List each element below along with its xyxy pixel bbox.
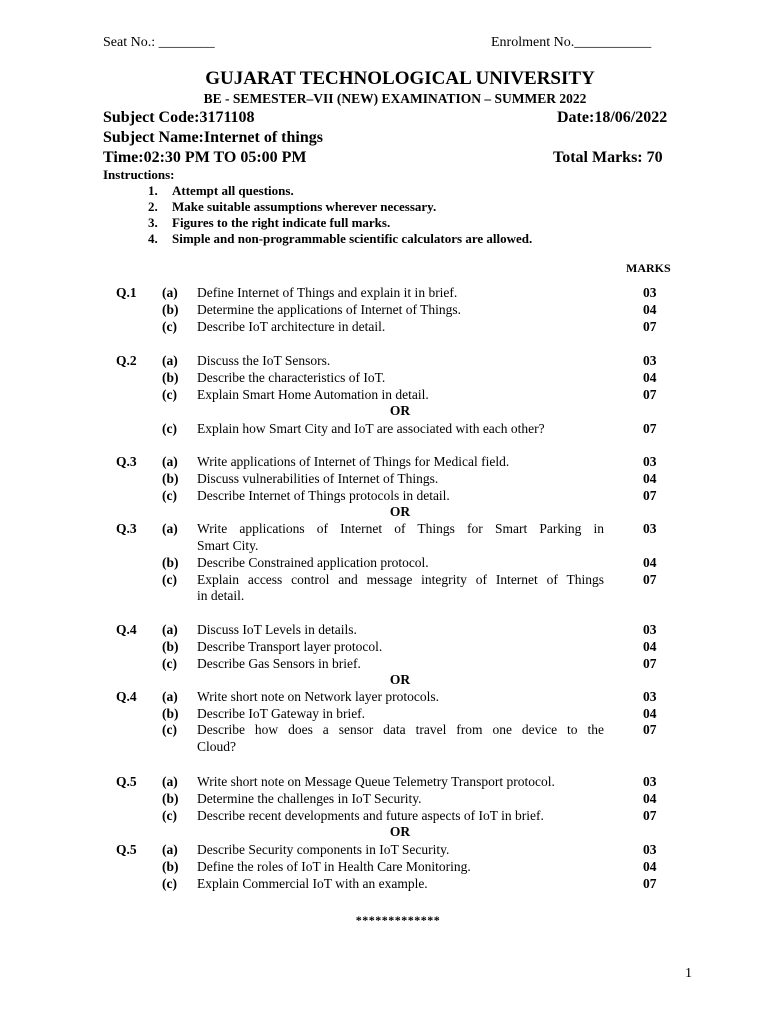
question-marks: 07 bbox=[643, 319, 657, 334]
question-text: Write short note on Message Queue Telemetry Transport protocol. bbox=[197, 774, 555, 789]
question-marks: 03 bbox=[643, 285, 657, 300]
question-text: Define Internet of Things and explain it in brief. bbox=[197, 285, 458, 300]
question-number: Q.4 bbox=[116, 689, 137, 704]
sub-question-label: (b) bbox=[162, 639, 179, 654]
question-text: Describe Security components in IoT Security. bbox=[197, 842, 450, 857]
instruction-number: 1. bbox=[148, 183, 158, 198]
question-marks: 04 bbox=[643, 639, 657, 654]
question-text: Describe Transport layer protocol. bbox=[197, 639, 383, 654]
question-text-continued: Smart City. bbox=[197, 538, 259, 553]
question-marks: 03 bbox=[643, 353, 657, 368]
question-marks: 03 bbox=[643, 842, 657, 857]
total-marks: Total Marks: 70 bbox=[553, 149, 663, 166]
or-separator: OR bbox=[389, 672, 411, 687]
instruction-text: Figures to the right indicate full marks. bbox=[172, 215, 391, 230]
question-marks: 04 bbox=[643, 471, 657, 486]
or-separator: OR bbox=[389, 824, 411, 839]
question-number: Q.1 bbox=[116, 285, 137, 300]
question-marks: 07 bbox=[643, 808, 657, 823]
subject-code: Subject Code:3171108 bbox=[103, 109, 255, 126]
sub-question-label: (a) bbox=[162, 521, 178, 536]
question-number: Q.4 bbox=[116, 622, 137, 637]
question-marks: 04 bbox=[643, 370, 657, 385]
question-row bbox=[0, 370, 768, 387]
question-row bbox=[0, 639, 768, 656]
question-marks: 04 bbox=[643, 555, 657, 570]
question-row bbox=[0, 791, 768, 808]
sub-question-label: (a) bbox=[162, 842, 178, 857]
sub-question-label: (b) bbox=[162, 302, 179, 317]
question-text: Describe Gas Sensors in brief. bbox=[197, 656, 361, 671]
question-row bbox=[0, 689, 768, 706]
question-row bbox=[0, 842, 768, 859]
question-marks: 03 bbox=[643, 689, 657, 704]
question-text: Write applications of Internet of Things for Smart Parking in bbox=[197, 521, 604, 536]
question-text: Explain access control and message integrity of Internet of Things bbox=[197, 572, 604, 587]
enrolment-number: Enrolment No.___________ bbox=[491, 35, 652, 50]
question-row bbox=[0, 285, 768, 302]
question-marks: 04 bbox=[643, 859, 657, 874]
question-marks: 07 bbox=[643, 488, 657, 503]
or-separator: OR bbox=[389, 504, 411, 519]
question-number: Q.2 bbox=[116, 353, 137, 368]
question-text-continued: Cloud? bbox=[197, 739, 236, 754]
question-text: Describe the characteristics of IoT. bbox=[197, 370, 386, 385]
question-number: Q.3 bbox=[116, 454, 137, 469]
question-row bbox=[0, 471, 768, 488]
question-text: Explain Smart Home Automation in detail. bbox=[197, 387, 429, 402]
sub-question-label: (b) bbox=[162, 555, 179, 570]
exam-date: Date:18/06/2022 bbox=[557, 109, 668, 126]
question-text: Describe Internet of Things protocols in detail. bbox=[197, 488, 450, 503]
question-text-continued: in detail. bbox=[197, 588, 245, 603]
question-marks: 04 bbox=[643, 302, 657, 317]
question-row bbox=[0, 859, 768, 876]
marks-heading: MARKS bbox=[626, 261, 671, 275]
question-text: Define the roles of IoT in Health Care Monitoring. bbox=[197, 859, 471, 874]
sub-question-label: (c) bbox=[162, 876, 177, 891]
question-text: Describe IoT Gateway in brief. bbox=[197, 706, 366, 721]
exam-time: Time:02:30 PM TO 05:00 PM bbox=[103, 149, 307, 166]
exam-title: BE - SEMESTER–VII (NEW) EXAMINATION – SUMMER 2022 bbox=[203, 91, 587, 106]
question-row bbox=[0, 302, 768, 319]
question-text: Describe how does a sensor data travel from one device to the bbox=[197, 722, 604, 737]
question-marks: 07 bbox=[643, 387, 657, 402]
end-of-paper-marker: ************* bbox=[355, 913, 441, 927]
sub-question-label: (a) bbox=[162, 689, 178, 704]
sub-question-label: (c) bbox=[162, 572, 177, 587]
question-row bbox=[0, 622, 768, 639]
sub-question-label: (a) bbox=[162, 285, 178, 300]
question-number: Q.5 bbox=[116, 842, 137, 857]
question-text: Discuss IoT Levels in details. bbox=[197, 622, 357, 637]
sub-question-label: (c) bbox=[162, 656, 177, 671]
question-row bbox=[0, 722, 768, 739]
sub-question-label: (c) bbox=[162, 488, 177, 503]
question-marks: 03 bbox=[643, 521, 657, 536]
question-text: Determine the applications of Internet of Things. bbox=[197, 302, 462, 317]
question-text: Describe Constrained application protocol. bbox=[197, 555, 429, 570]
question-row bbox=[0, 353, 768, 370]
question-row bbox=[0, 706, 768, 723]
seat-number: Seat No.: ________ bbox=[103, 35, 215, 50]
instruction-item bbox=[148, 183, 294, 199]
question-marks: 07 bbox=[643, 572, 657, 587]
question-number: Q.3 bbox=[116, 521, 137, 536]
instructions-title: Instructions: bbox=[103, 167, 175, 182]
sub-question-label: (a) bbox=[162, 454, 178, 469]
question-row bbox=[0, 808, 768, 825]
question-marks: 03 bbox=[643, 774, 657, 789]
sub-question-label: (c) bbox=[162, 421, 177, 436]
question-row bbox=[0, 387, 768, 404]
question-text: Discuss the IoT Sensors. bbox=[197, 353, 331, 368]
page-number: 1 bbox=[685, 966, 692, 981]
question-row bbox=[0, 555, 768, 572]
sub-question-label: (b) bbox=[162, 859, 179, 874]
sub-question-label: (c) bbox=[162, 319, 177, 334]
question-text: Explain Commercial IoT with an example. bbox=[197, 876, 428, 891]
instruction-text: Make suitable assumptions wherever necessary. bbox=[172, 199, 437, 214]
question-row bbox=[0, 319, 768, 336]
sub-question-label: (c) bbox=[162, 722, 177, 737]
question-row bbox=[0, 572, 768, 589]
question-text: Explain how Smart City and IoT are associated with each other? bbox=[197, 421, 545, 436]
instruction-item bbox=[148, 215, 391, 231]
question-row bbox=[0, 876, 768, 893]
question-text: Describe IoT architecture in detail. bbox=[197, 319, 386, 334]
question-number: Q.5 bbox=[116, 774, 137, 789]
question-text: Determine the challenges in IoT Security. bbox=[197, 791, 422, 806]
question-row bbox=[0, 488, 768, 505]
sub-question-label: (a) bbox=[162, 353, 178, 368]
question-row bbox=[0, 656, 768, 673]
or-separator: OR bbox=[389, 403, 411, 418]
instruction-number: 3. bbox=[148, 215, 158, 230]
instruction-item bbox=[148, 199, 437, 215]
question-row bbox=[0, 521, 768, 538]
sub-question-label: (b) bbox=[162, 706, 179, 721]
question-row bbox=[0, 421, 768, 438]
question-marks: 07 bbox=[643, 722, 657, 737]
subject-name: Subject Name:Internet of things bbox=[103, 129, 323, 146]
question-marks: 07 bbox=[643, 421, 657, 436]
question-row bbox=[0, 774, 768, 791]
sub-question-label: (a) bbox=[162, 774, 178, 789]
university-title: GUJARAT TECHNOLOGICAL UNIVERSITY bbox=[205, 68, 595, 89]
question-marks: 03 bbox=[643, 454, 657, 469]
question-text: Discuss vulnerabilities of Internet of Things. bbox=[197, 471, 439, 486]
sub-question-label: (c) bbox=[162, 808, 177, 823]
sub-question-label: (b) bbox=[162, 471, 179, 486]
question-marks: 03 bbox=[643, 622, 657, 637]
question-marks: 07 bbox=[643, 876, 657, 891]
sub-question-label: (c) bbox=[162, 387, 177, 402]
sub-question-label: (b) bbox=[162, 370, 179, 385]
instruction-text: Attempt all questions. bbox=[172, 183, 294, 198]
question-row bbox=[0, 454, 768, 471]
question-marks: 04 bbox=[643, 706, 657, 721]
sub-question-label: (b) bbox=[162, 791, 179, 806]
question-text: Write short note on Network layer protocols. bbox=[197, 689, 440, 704]
question-marks: 04 bbox=[643, 791, 657, 806]
instruction-number: 2. bbox=[148, 199, 158, 214]
question-text: Write applications of Internet of Things for Medical field. bbox=[197, 454, 510, 469]
instruction-item bbox=[148, 231, 533, 247]
question-text: Describe recent developments and future aspects of IoT in brief. bbox=[197, 808, 544, 823]
instruction-text: Simple and non-programmable scientific calculators are allowed. bbox=[172, 231, 533, 246]
instruction-number: 4. bbox=[148, 231, 158, 246]
question-marks: 07 bbox=[643, 656, 657, 671]
sub-question-label: (a) bbox=[162, 622, 178, 637]
